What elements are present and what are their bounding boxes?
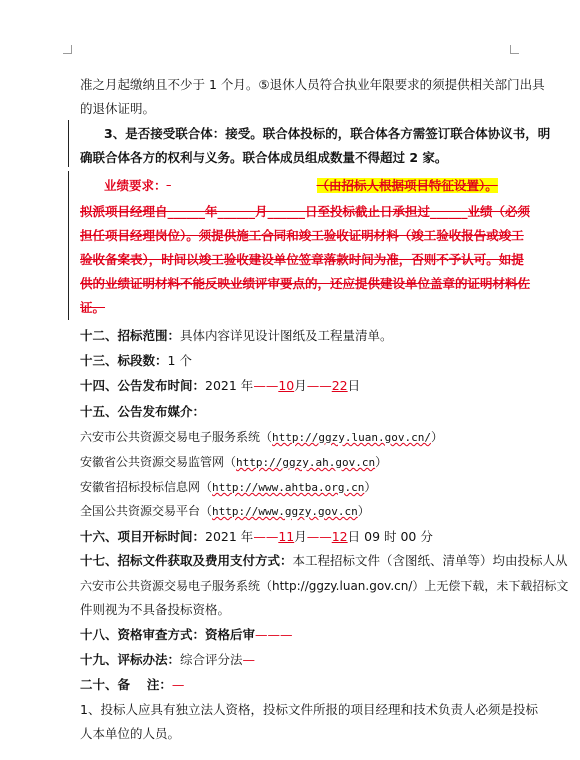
media-link[interactable]: http://www.ahtba.org.cn bbox=[212, 481, 365, 494]
section-label: 十三、标段数： bbox=[80, 353, 168, 368]
body-line: 人本单位的人员。 bbox=[80, 726, 181, 741]
section-label: 十四、公告发布时间： bbox=[80, 378, 206, 393]
revision-bar bbox=[68, 171, 69, 320]
month-value: 11 bbox=[278, 529, 295, 544]
consortium-clause: 确联合体各方的权利与义务。联合体成员组成数量不得超过 2 家。 bbox=[80, 150, 448, 165]
section-label: 十九、评标办法： bbox=[80, 652, 181, 667]
section-value: 综合评分法 bbox=[180, 652, 243, 667]
month-value: 10 bbox=[278, 378, 295, 393]
media-link[interactable]: http://www.ggzy.gov.cn bbox=[212, 505, 358, 518]
media-link[interactable]: http://ggzy.ah.gov.cn bbox=[236, 456, 376, 469]
section-opening-time: 十六、项目开标时间：2021 年——11月——12日 09 时 00 分 bbox=[80, 529, 433, 544]
blank-field bbox=[167, 178, 317, 194]
section-lot-count bbox=[80, 353, 192, 369]
section-label: 二十、备 注： bbox=[80, 677, 172, 692]
section-qualification: 十八、资格审查方式：资格后审——— bbox=[80, 627, 293, 642]
media-link[interactable]: http://ggzy.luan.gov.cn/ bbox=[272, 431, 431, 444]
media-item: 六安市公共资源交易电子服务系统（http://ggzy.luan.gov.cn/） bbox=[80, 430, 443, 444]
media-item: 安徽省招标投标信息网（http://www.ahtba.org.cn） bbox=[80, 480, 377, 494]
year-value: 2021 年 bbox=[205, 529, 254, 544]
page-corner-marker-top-left bbox=[63, 45, 72, 54]
body-line: 1、投标人应具有独立法人资格，投标文件所报的项目经理和技术负责人必须是投标 bbox=[80, 702, 538, 717]
page-corner-marker-top-right bbox=[510, 45, 519, 54]
body-line: 准之月起缴纳且不少于 1 个月。⑤退休人员符合执业年限要求的须提供相关部门出具 bbox=[80, 77, 545, 92]
section-value: 具体内容详见设计图纸及工程量清单。 bbox=[180, 328, 393, 343]
performance-label: 业绩要求： bbox=[104, 178, 167, 193]
section-value: 本工程招标文件（含图纸、清单等）均由投标人从 bbox=[292, 553, 568, 568]
section-scope bbox=[80, 328, 393, 344]
consortium-clause: 3、是否接受联合体：接受。联合体投标的，联合体各方需签订联合体协议书，明 bbox=[104, 126, 551, 141]
performance-requirement-heading bbox=[104, 178, 498, 194]
section-label: 十二、招标范围： bbox=[80, 328, 181, 343]
section-document-access bbox=[80, 553, 568, 569]
section-value: 资格后审 bbox=[205, 627, 256, 642]
section-value: 1 个 bbox=[167, 353, 192, 368]
deleted-text-line: 证。 bbox=[80, 300, 106, 315]
section-label: 十八、资格审查方式： bbox=[80, 627, 206, 642]
deleted-text-line: 拟派项目经理自______年______月______日至投标截止日承担过______业绩（必须 bbox=[80, 204, 531, 219]
body-line: 的退休证明。 bbox=[80, 101, 156, 116]
media-item: 全国公共资源交易平台（http://www.ggzy.gov.cn） bbox=[80, 504, 370, 518]
section-evaluation: 十九、评标办法：综合评分法— bbox=[80, 652, 256, 667]
media-item: 安徽省公共资源交易监管网（http://ggzy.ah.gov.cn） bbox=[80, 455, 388, 469]
deleted-text-line: 验收备案表），时间以竣工验收建设单位签章落款时间为准，否则不予认可。如提 bbox=[80, 252, 524, 267]
section-label: 十六、项目开标时间： bbox=[80, 529, 206, 544]
deleted-text-line: 担任项目经理岗位）。须提供施工合同和竣工验收证明材料（竣工验收报告或竣工 bbox=[80, 228, 524, 243]
highlighted-note: （由招标人根据项目特征设置）。 bbox=[316, 178, 498, 193]
body-line: 六安市公共资源交易电子服务系统（http://ggzy.luan.gov.cn/）上无偿下载，未下载招标文 bbox=[80, 579, 569, 593]
section-publish-time: 十四、公告发布时间：2021 年——10月——22日 bbox=[80, 378, 361, 393]
deleted-text-line: 供的业绩证明材料不能反映业绩评审要点的，还应提供建设单位盖章的证明材料佐 bbox=[80, 276, 531, 291]
day-value: 22 bbox=[331, 378, 348, 393]
section-media-heading: 十五、公告发布媒介： bbox=[80, 404, 206, 419]
section-label: 十七、招标文件获取及费用支付方式： bbox=[80, 553, 293, 568]
revision-bar bbox=[68, 120, 69, 167]
section-remarks: 二十、备 注：— bbox=[80, 677, 185, 692]
year-value: 2021 年 bbox=[205, 378, 254, 393]
day-value: 12 bbox=[331, 529, 348, 544]
body-line: 件则视为不具备投标资格。 bbox=[80, 602, 231, 617]
